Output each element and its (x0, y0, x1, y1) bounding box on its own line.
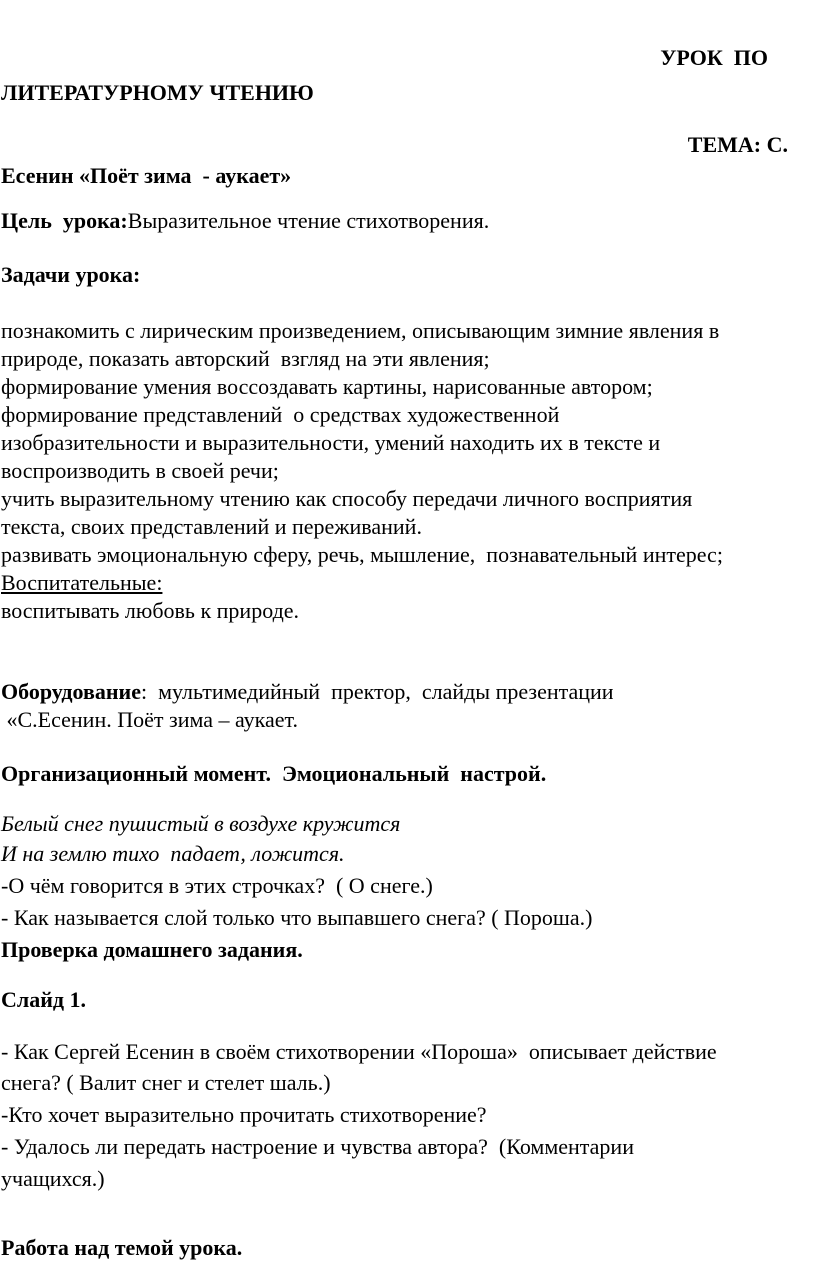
educational-text: воспитывать любовь к природе. (1, 598, 300, 623)
homework-heading: Проверка домашнего задания. (1, 937, 303, 962)
task-line: изобразительности и выразительности, умений находить их в тексте и (1, 430, 661, 455)
task-line: учить выразительному чтению как способу передачи личного восприятия (1, 486, 693, 511)
organization-heading: Организационный момент. Эмоциональный настрой. (1, 761, 547, 786)
slide-1-line: -Кто хочет выразительно прочитать стихотворение? (1, 1102, 487, 1127)
tasks-heading: Задачи урока: (1, 262, 141, 287)
goal-label: Цель урока: (1, 208, 128, 233)
task-line: познакомить с лирическим произведением, описывающим зимние явления в (1, 318, 720, 343)
lesson-goal (1, 207, 489, 234)
task-line: развивать эмоциональную сферу, речь, мышление, познавательный интерес; (1, 542, 723, 567)
slide-1-line: учащихся.) (1, 1166, 105, 1191)
equipment-label: Оборудование (1, 679, 141, 704)
question-line: -О чём говорится в этих строчках? ( О снеге.) (1, 873, 433, 898)
title-line-1: УРОК ПО (660, 45, 768, 70)
task-line: текста, своих представлений и переживаний. (1, 514, 422, 539)
task-line: формирование представлений о средствах художественной (1, 402, 560, 427)
theme-line-1: ТЕМА: С. (687, 132, 788, 157)
equipment-text: : мультимедийный пректор, слайды презентации (140, 679, 614, 704)
slide-1-heading: Слайд 1. (1, 987, 87, 1012)
educational-label: Воспитательные: (1, 570, 163, 595)
theme-line-2: Есенин «Поёт зима - аукает» (1, 163, 292, 188)
work-heading: Работа над темой урока. (1, 1235, 243, 1260)
poem-line: Белый снег пушистый в воздухе кружится (1, 811, 401, 836)
title-line-2: ЛИТЕРАТУРНОМУ ЧТЕНИЮ (1, 80, 314, 105)
task-line: формирование умения воссоздавать картины, нарисованные автором; (1, 374, 653, 399)
equipment-line-1 (1, 678, 614, 705)
goal-text: Выразительное чтение стихотворения. (127, 208, 490, 233)
slide-1-line: снега? ( Валит снег и стелет шаль.) (1, 1070, 331, 1095)
poem-line: И на землю тихо падает, ложится. (1, 841, 345, 866)
task-line: природе, показать авторский взгляд на эти явления; (1, 346, 490, 371)
task-line: воспроизводить в своей речи; (1, 458, 279, 483)
slide-1-line: - Как Сергей Есенин в своём стихотворении «Пороша» описывает действие (1, 1039, 717, 1064)
question-line: - Как называется слой только что выпавшего снега? ( Пороша.) (1, 905, 593, 930)
slide-1-line: - Удалось ли передать настроение и чувства автора? (Комментарии (1, 1134, 634, 1159)
equipment-line-2: «С.Есенин. Поёт зима – аукает. (1, 707, 298, 732)
